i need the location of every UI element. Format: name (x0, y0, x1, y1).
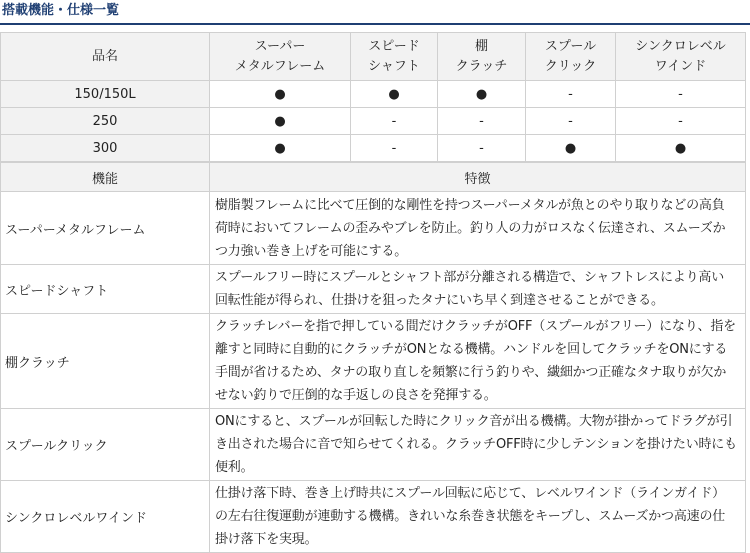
spec-cell: ● (210, 135, 351, 162)
feature-desc-line: き出された場合に音で知らせてくれる。クラッチOFF時に少しテンションを掛けたい時にも (215, 437, 737, 452)
spec-header-model: 品名 (1, 33, 210, 81)
feature-desc-line: 荷時においてフレームの歪みやブレを防止。釣り人の力がロスなく伝達され、スムーズか (215, 220, 726, 236)
feature-desc-line: つ力強い巻き上げを可能にする。 (215, 243, 408, 259)
feature-desc-line: クラッチレバーを指で押している間だけクラッチがOFF（スプールがフリー）になり、指を (215, 319, 736, 334)
spec-cell: - (616, 81, 746, 108)
features-table (0, 162, 746, 553)
spec-row (1, 81, 746, 108)
features-header-desc: 特徴 (210, 163, 746, 192)
spec-cell: - (616, 108, 746, 135)
spec-header-line: メタルフレーム (234, 58, 326, 74)
feature-desc-line: 樹脂製フレームに比べて圧倒的な剛性を持つスーパーメタルが魚とのやり取りなどの高負 (215, 197, 725, 213)
spec-header-col (210, 33, 351, 81)
spec-header-col (438, 33, 526, 81)
feature-name: スピードシャフト (1, 265, 210, 314)
feature-name: スプールクリック (1, 409, 210, 481)
feature-name: スーパーメタルフレーム (1, 192, 210, 265)
spec-header-row (1, 33, 746, 81)
spec-cell: - (526, 81, 616, 108)
model-name: 150/150L (1, 81, 210, 108)
feature-desc (210, 481, 746, 553)
feature-row (1, 409, 746, 481)
feature-desc-line: の左右往復運動が連動する機構。きれいな糸巻き状態をキープし、スムーズかつ高速の仕 (215, 509, 726, 524)
feature-name: 棚クラッチ (1, 314, 210, 409)
feature-desc (210, 265, 746, 314)
feature-row (1, 192, 746, 265)
spec-cell: - (526, 108, 616, 135)
spec-header-line: ワインド (654, 58, 707, 74)
spec-cell: ● (210, 81, 351, 108)
feature-name: シンクロレベルワインド (1, 481, 210, 553)
spec-header-col (351, 33, 438, 81)
spec-header-col (526, 33, 616, 81)
feature-desc-line: 便利。 (215, 460, 254, 475)
spec-header-line: シンクロレベル (635, 38, 726, 54)
spec-header-line: クリック (544, 58, 597, 74)
spec-cell: ● (210, 108, 351, 135)
spec-cell: ● (438, 81, 526, 108)
spec-header-col (616, 33, 746, 81)
feature-row (1, 314, 746, 409)
spec-header-line: クラッチ (455, 58, 508, 74)
feature-desc-line: スプールフリー時にスプールとシャフト部が分離される構造で、シャフトレスにより高い (215, 270, 725, 285)
feature-desc-line: せない釣りで圧倒的な手返しの良さを発揮する。 (215, 388, 497, 403)
spec-header-line: スピード (368, 38, 420, 54)
spec-header-line: スプール (544, 38, 597, 54)
spec-cell: ● (526, 135, 616, 162)
page-title: 搭載機能・仕様一覧 (0, 0, 750, 25)
feature-row (1, 265, 746, 314)
feature-desc-line: 回転性能が得られ、仕掛けを狙ったタナにいち早く到達させることができる。 (215, 293, 664, 308)
spec-row (1, 108, 746, 135)
spec-table (0, 32, 746, 162)
spec-cell: - (351, 108, 438, 135)
features-header-name: 機能 (1, 163, 210, 192)
spec-header-line: シャフト (368, 58, 420, 74)
spec-cell: ● (351, 81, 438, 108)
spec-cell: - (438, 135, 526, 162)
feature-desc-line: 掛け落下を実現。 (215, 532, 318, 547)
features-header-row (1, 163, 746, 192)
feature-desc (210, 192, 746, 265)
feature-desc (210, 314, 746, 409)
feature-row (1, 481, 746, 553)
spec-cell: - (351, 135, 438, 162)
spec-cell: ● (616, 135, 746, 162)
feature-desc-line: ONにすると、スプールが回転した時にクリック音が出る機構。大物が掛かってドラグが引 (215, 414, 733, 429)
feature-desc-line: 離すと同時に自動的にクラッチがONとなる機構。ハンドルを回してクラッチをONにする (215, 342, 728, 357)
model-name: 300 (1, 135, 210, 162)
spec-header-line: 棚 (474, 38, 488, 54)
model-name: 250 (1, 108, 210, 135)
feature-desc-line: 仕掛け落下時、巻き上げ時共にスプール回転に応じて、レベルワインド（ラインガイド） (215, 486, 725, 501)
spec-header-line: スーパー (254, 38, 306, 54)
feature-desc (210, 409, 746, 481)
feature-desc-line: 手間が省けるため、タナの取り直しを頻繁に行う釣りや、繊細かつ正確なタナ取りが欠か (215, 365, 727, 380)
spec-cell: - (438, 108, 526, 135)
spec-row (1, 135, 746, 162)
